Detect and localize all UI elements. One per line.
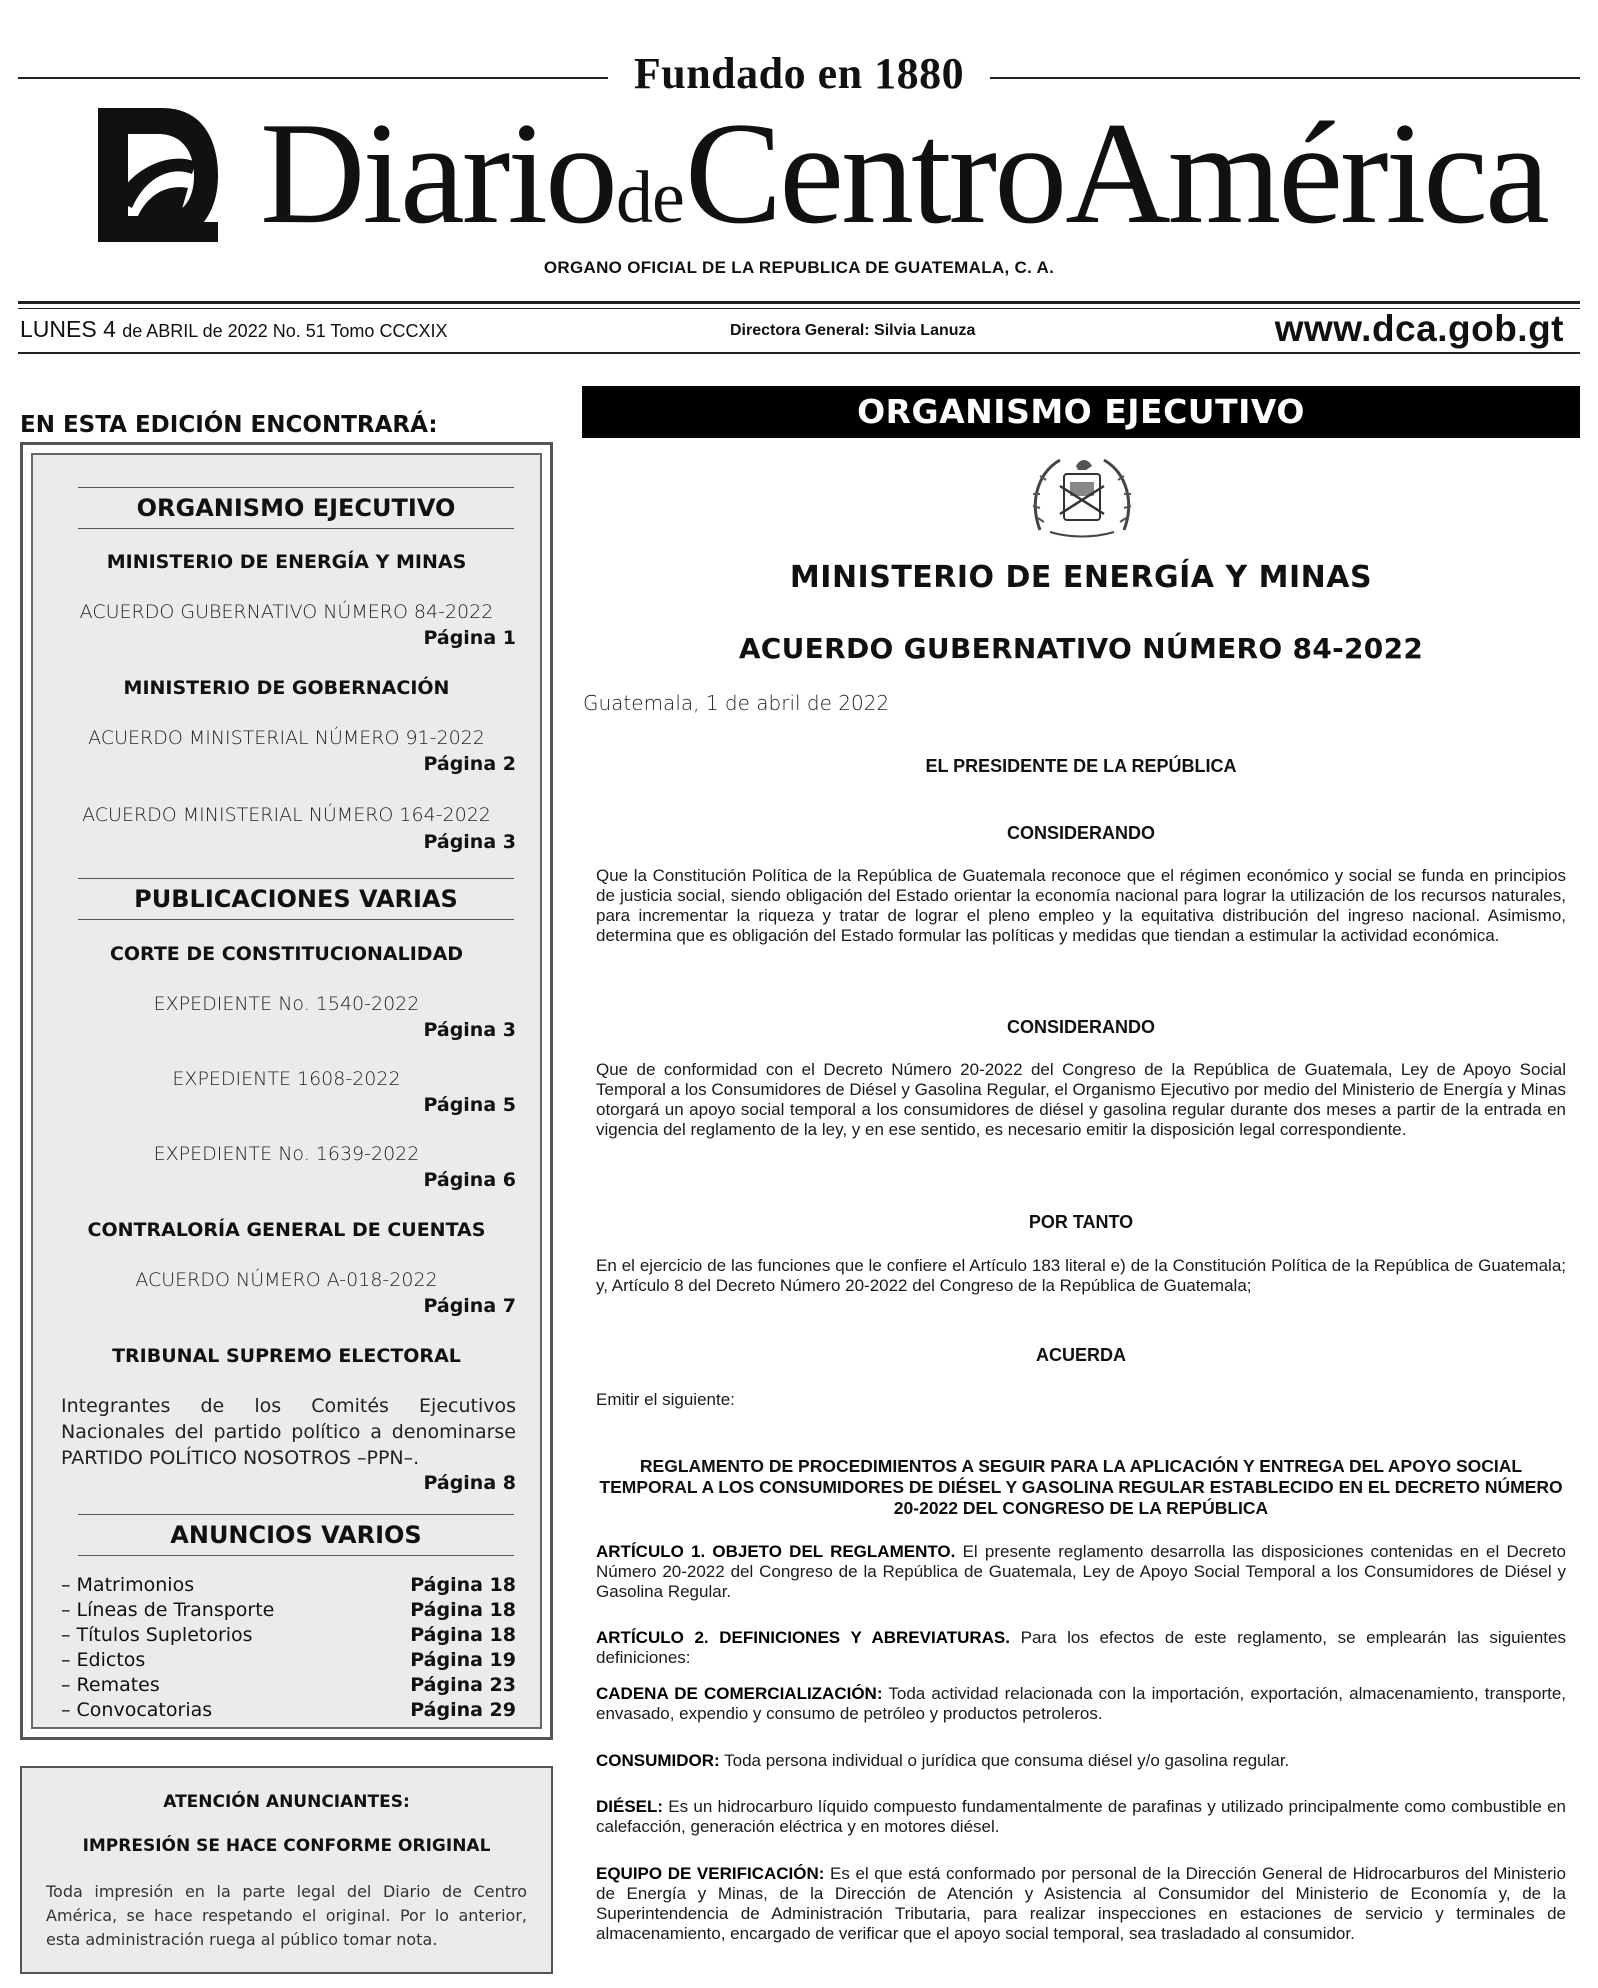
dateline-rest: de ABRIL de 2022 No. 51 Tomo CCCXIX	[122, 321, 448, 341]
directora: Directora General: Silvia Lanuza	[730, 322, 976, 339]
toc-sub-tribunal: TRIBUNAL SUPREMO ELECTORAL	[112, 1345, 461, 1367]
title-diario: Diario	[260, 92, 615, 254]
definition-cadena-text: Toda actividad relacionada con la importación, exportación, almacenamiento, transporte, envasado, expendio y consumo de petróleo y productos petroleros.	[596, 1684, 1567, 1723]
toc-sub-energia: MINISTERIO DE ENERGÍA Y MINAS	[106, 551, 467, 573]
ads-row[interactable]	[61, 1624, 516, 1646]
definition-diesel-text: Es un hidrocarburo líquido compuesto fundamentalmente de parafinas y utilizado principalmente como combustible en calefacción, generación eléctrica y en motores diésel.	[596, 1797, 1566, 1836]
toc-item-expediente-1608[interactable]: EXPEDIENTE 1608-2022	[172, 1068, 401, 1090]
heading-considerando-1: CONSIDERANDO	[1006, 823, 1155, 843]
section-banner: ORGANISMO EJECUTIVO	[582, 386, 1580, 438]
table-of-contents	[20, 442, 553, 1740]
ads-page: Página 29	[410, 1699, 516, 1721]
paragraph-por-tanto: En el ejercicio de las funciones que le confiere el Artículo 183 literal e) de la Constitución Política de la República de Guatemala; y, Artículo 8 del Decreto Número 20-2022 del Congreso de la República de Guatemala;	[596, 1256, 1566, 1295]
article-1	[596, 1542, 1566, 1602]
paragraph-considerando-2: Que de conformidad con el Decreto Número 20-2022 del Congreso de la República de Guatemala, Ley de Apoyo Social Temporal a los Consumidores de Diésel y Gasolina Regular, el Organismo Ejecutivo por medio del Ministerio de Energía y Minas otorgará un apoyo social temporal a los consumidores de diésel y gasolina regular durante dos meses a partir de la entrada en vigencia del reglamento de la ley, y en ese sentido, es necesario emitir la disposición legal correspondiente.	[596, 1060, 1566, 1139]
ads-label: – Convocatorias	[61, 1699, 213, 1721]
definition-cadena-label: CADENA DE COMERCIALIZACIÓN:	[596, 1684, 883, 1703]
toc-item-ppn[interactable]: Integrantes de los Comités Ejecutivos Nacionales del partido político a denominarse PARTIDO POLÍTICO NOSOTROS –PPN–.	[61, 1395, 516, 1469]
toc-page-2: Página 2	[423, 753, 516, 775]
toc-inner	[31, 453, 542, 1729]
title-de: de	[615, 157, 684, 239]
ads-row[interactable]	[61, 1599, 516, 1621]
ads-row[interactable]	[61, 1699, 516, 1721]
founded-text: Fundado en 1880	[622, 49, 976, 98]
ads-page: Página 18	[410, 1574, 516, 1596]
notice-body: Toda impresión en la parte legal del Diario de Centro América, se hace respetando el original. Por lo anterior, esta administración ruega al público tomar nota.	[46, 1882, 527, 1949]
place-date: Guatemala, 1 de abril de 2022	[583, 691, 890, 715]
definition-equipo	[596, 1864, 1566, 1944]
toc-item-acuerdo-164[interactable]: ACUERDO MINISTERIAL NÚMERO 164-2022	[82, 804, 491, 826]
definition-consumidor-text: Toda persona individual o jurídica que consuma diésel y/o gasolina regular.	[724, 1751, 1290, 1770]
toc-page-1: Página 1	[423, 627, 516, 649]
ads-row[interactable]	[61, 1674, 516, 1696]
advertiser-notice	[20, 1766, 553, 1974]
article-2-text: Para los efectos de este reglamento, se emplearán las siguientes definiciones:	[596, 1628, 1566, 1667]
toc-section-organismo: ORGANISMO EJECUTIVO	[78, 487, 514, 529]
toc-section-publicaciones: PUBLICACIONES VARIAS	[78, 878, 514, 920]
heading-acuerda: ACUERDA	[1036, 1345, 1126, 1365]
ads-page: Página 18	[410, 1599, 516, 1621]
website-link[interactable]: www.dca.gob.gt	[1274, 308, 1564, 349]
ads-page: Página 18	[410, 1624, 516, 1646]
reglamento-title: REGLAMENTO DE PROCEDIMIENTOS A SEGUIR PARA LA APLICACIÓN Y ENTREGA DEL APOYO SOCIAL TEMPORAL A LOS CONSUMIDORES DE DIÉSEL Y GASOLINA REGULAR ESTABLECIDO EN EL DECRETO NÚMERO 20-2022 DEL CONGRESO DE LA REPÚBLICA	[599, 1456, 1563, 1518]
toc-sub-gobernacion: MINISTERIO DE GOBERNACIÓN	[123, 677, 450, 699]
ads-row[interactable]	[61, 1649, 516, 1671]
article-1-text: El presente reglamento desarrolla las disposiciones contenidas en el Decreto Número 20-2022 del Congreso de la República de Guatemala, Ley de Apoyo Social Temporal a los Consumidores de Diésel y Gasolina Regular.	[596, 1542, 1566, 1601]
title-centro: Centro	[684, 92, 1065, 254]
toc-page-3: Página 3	[423, 831, 516, 853]
masthead-subtitle: ORGANO OFICIAL DE LA REPUBLICA DE GUATEMALA, C. A.	[543, 258, 1055, 277]
toc-page-7: Página 7	[423, 1295, 516, 1317]
toc-item-acuerdo-84[interactable]: ACUERDO GUBERNATIVO NÚMERO 84-2022	[79, 601, 494, 623]
toc-page-3b: Página 3	[423, 1019, 516, 1041]
toc-item-expediente-1639[interactable]: EXPEDIENTE No. 1639-2022	[153, 1143, 420, 1165]
ministry-title: MINISTERIO DE ENERGÍA Y MINAS	[789, 560, 1373, 595]
toc-sub-contraloria: CONTRALORÍA GENERAL DE CUENTAS	[87, 1219, 486, 1241]
paragraph-considerando-1: Que la Constitución Política de la República de Guatemala reconoce que el régimen económico y social se funda en principios de justicia social, siendo obligación del Estado orientar la economía nacional para lograr la utilización de los recursos naturales, para incrementar la riqueza y tratar de lograr el pleno empleo y la equitativa distribución del ingreso nacional. Asimismo, determina que es obligación del Estado formular las políticas y medidas que tiendan a estimular la actividad económica.	[596, 866, 1566, 945]
toc-page-6: Página 6	[423, 1169, 516, 1191]
heading-considerando-2: CONSIDERANDO	[1006, 1017, 1155, 1037]
ads-row[interactable]	[61, 1574, 516, 1596]
ads-page: Página 23	[410, 1674, 516, 1696]
definition-cadena	[596, 1684, 1566, 1724]
article-2-label: ARTÍCULO 2. DEFINICIONES Y ABREVIATURAS.	[596, 1628, 1010, 1647]
definition-diesel-label: DIÉSEL:	[596, 1797, 664, 1816]
heading-por-tanto: POR TANTO	[1028, 1212, 1134, 1232]
paragraph-emitir: Emitir el siguiente:	[596, 1390, 735, 1409]
heading-president: EL PRESIDENTE DE LA REPÚBLICA	[925, 756, 1237, 776]
definition-consumidor	[596, 1751, 1566, 1771]
definition-diesel	[596, 1797, 1566, 1837]
toc-page-8: Página 8	[423, 1472, 516, 1494]
toc-item-acuerdo-a018[interactable]: ACUERDO NÚMERO A-018-2022	[135, 1269, 438, 1291]
ads-label: – Líneas de Transporte	[61, 1599, 275, 1621]
toc-sub-corte: CORTE DE CONSTITUCIONALIDAD	[109, 943, 464, 965]
definition-equipo-label: EQUIPO DE VERIFICACIÓN:	[596, 1864, 825, 1883]
dca-logo-icon	[92, 104, 222, 246]
dateline-day: LUNES 4	[20, 316, 116, 342]
ads-label: – Títulos Supletorios	[61, 1624, 253, 1646]
toc-page-5: Página 5	[423, 1094, 516, 1116]
ads-label: – Edictos	[61, 1649, 146, 1671]
definition-equipo-text: Es el que está conformado por personal de la Dirección General de Hidrocarburos del Ministerio de Energía y Minas, de la Dirección de Atención y Asistencia al Consumidor del Ministerio de Economía y, de la Superintendencia de Administración Tributaria, para realizar inspecciones en estaciones de servicio y terminales de almacenamiento, encargado de verificar que el apoyo social temporal, sea trasladado al consumidor.	[596, 1864, 1566, 1943]
masthead-title	[260, 92, 1547, 254]
dateline-rule-top	[18, 301, 1580, 304]
toc-section-anuncios: ANUNCIOS VARIOS	[78, 1514, 514, 1556]
ads-label: – Remates	[61, 1674, 160, 1696]
coat-of-arms-icon	[1030, 452, 1134, 540]
definition-consumidor-label: CONSUMIDOR:	[596, 1751, 720, 1770]
edition-title: EN ESTA EDICIÓN ENCONTRARÁ:	[20, 412, 438, 438]
notice-subtitle: IMPRESIÓN SE HACE CONFORME ORIGINAL	[82, 1836, 491, 1856]
ads-label: – Matrimonios	[61, 1574, 195, 1596]
dateline	[20, 316, 447, 343]
notice-title: ATENCIÓN ANUNCIANTES:	[163, 1792, 410, 1812]
dateline-rule-bottom	[18, 352, 1580, 354]
acuerdo-title: ACUERDO GUBERNATIVO NÚMERO 84-2022	[738, 632, 1424, 665]
toc-item-expediente-1540[interactable]: EXPEDIENTE No. 1540-2022	[153, 993, 420, 1015]
ads-page: Página 19	[410, 1649, 516, 1671]
title-america: América	[1065, 92, 1547, 254]
toc-item-acuerdo-91[interactable]: ACUERDO MINISTERIAL NÚMERO 91-2022	[88, 727, 485, 749]
article-2	[596, 1628, 1566, 1668]
article-1-label: ARTÍCULO 1. OBJETO DEL REGLAMENTO.	[596, 1542, 956, 1561]
